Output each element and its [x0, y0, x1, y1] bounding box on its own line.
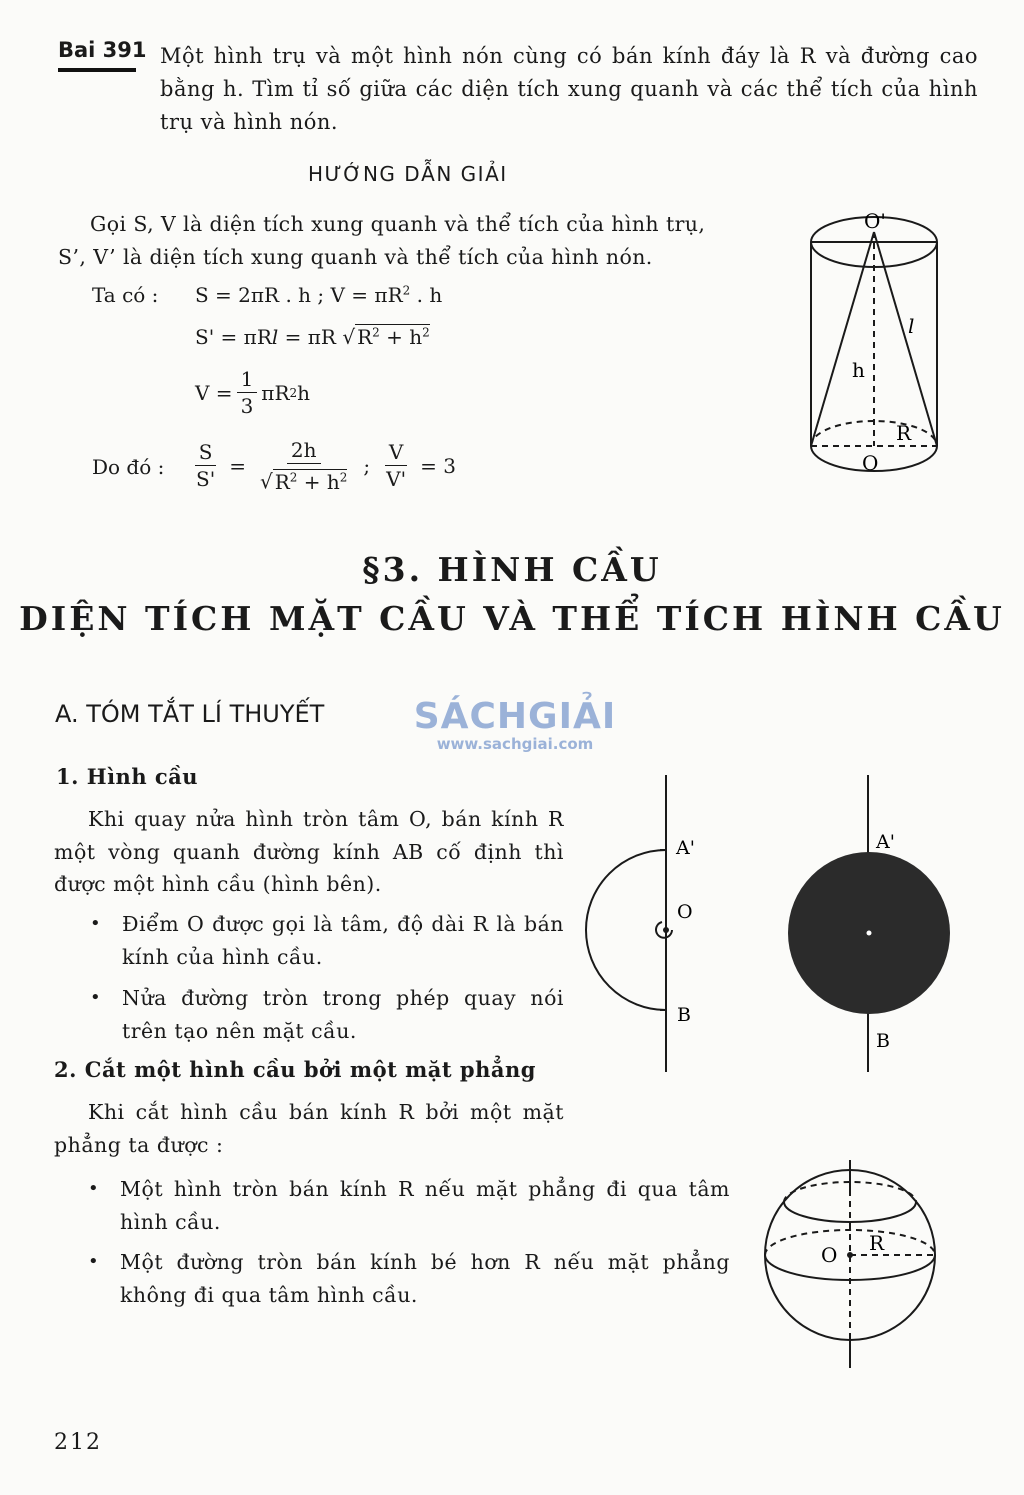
- formula-s-prime: S' = πRl = πR √ $R^2 + h^2$: [195, 325, 430, 349]
- solution-intro: [58, 208, 773, 274]
- watermark: [410, 696, 620, 753]
- cylinder-cone-figure: [800, 190, 950, 490]
- section-title: [0, 545, 1024, 643]
- section-label-o: O: [821, 1243, 838, 1267]
- problem-number: Bai 391: [58, 38, 147, 62]
- bullet-surface-text: Nửa đường tròn trong phép quay nói trên tạo nên mặt cầu.: [122, 986, 564, 1043]
- subheading-sphere: 1. Hình cầu: [56, 764, 199, 789]
- bullet-small-circle: [88, 1246, 730, 1311]
- bullet-dot: •: [90, 987, 102, 1008]
- sphere-section-figure: [755, 1160, 945, 1375]
- bullet-surface: [90, 982, 564, 1047]
- section-title-line2: DIỆN TÍCH MẶT CẦU VÀ THỂ TÍCH HÌNH CẦU: [19, 599, 1005, 638]
- problem-statement: Một hình trụ và một hình nón cùng có bán kính đáy là R và đường cao bằng h. Tìm tỉ số giữa các diện tích xung quanh và các thể tích của hình trụ và hình nón.: [160, 44, 978, 134]
- bullet-center-text: Điểm O được gọi là tâm, độ dài R là bán kính của hình cầu.: [122, 912, 564, 969]
- sphere-label-a: A': [676, 837, 695, 859]
- sphere2-label-a: A': [876, 831, 895, 853]
- section-title-line1: §3. HÌNH CẦU: [362, 550, 662, 589]
- bullet-dot: •: [88, 1251, 100, 1272]
- do-do-label: Do đó :: [92, 455, 165, 479]
- part-a-title: A. TÓM TẮT LÍ THUYẾT: [55, 700, 325, 728]
- cylinder-label-r: R: [896, 421, 912, 445]
- cylinder-label-top: O': [864, 209, 886, 233]
- sphere2-label-b: B: [876, 1030, 890, 1052]
- cylinder-label-h: h: [852, 358, 865, 382]
- sphere-label-o: O: [677, 901, 693, 923]
- bullet-great-circle: [88, 1173, 730, 1238]
- cylinder-label-bottom: O: [862, 451, 879, 475]
- bullet-great-circle-text: Một hình tròn bán kính R nếu mặt phẳng đi qua tâm hình cầu.: [120, 1177, 730, 1234]
- subheading-sphere-section: 2. Cắt một hình cầu bởi một mặt phẳng: [54, 1057, 536, 1082]
- sphere-label-b: B: [677, 1004, 691, 1026]
- bullet-dot: •: [88, 1178, 100, 1199]
- formula-v-prime: V = $\frac{1}{3}$ πR 2 h: [195, 367, 311, 418]
- paragraph-section: Khi cắt hình cầu bán kính R bởi một mặt phẳng ta được :: [54, 1100, 564, 1157]
- bullet-dot: •: [90, 913, 102, 934]
- solution-heading: HƯỚNG DẪN GIẢI: [308, 162, 508, 186]
- watermark-logo: SÁCHGIẢI: [413, 696, 617, 737]
- page-number: 212: [54, 1430, 102, 1455]
- bullet-small-circle-text: Một đường tròn bán kính bé hơn R nếu mặt phẳng không đi qua tâm hình cầu.: [120, 1250, 730, 1307]
- watermark-url: www.sachgiai.com: [436, 735, 594, 753]
- formula-s-v: S = 2πR . h ; $V = \pi R^2$ . h: [195, 283, 443, 307]
- ta-co-label: Ta có :: [92, 283, 159, 307]
- solution-intro-line1: Gọi S, V là diện tích xung quanh và thể tích của hình trụ,: [90, 212, 706, 236]
- bullet-center: [90, 908, 564, 973]
- formula-ratios: $\frac{S}{S'}$ = $\frac{2h}{√ R^2 + h^2}$ ; $\frac{V}{V'}$ = 3: [196, 438, 456, 494]
- section-label-r: R: [869, 1231, 885, 1255]
- solution-intro-line2: S’, V’ là diện tích xung quanh và thể tích của hình nón.: [58, 245, 653, 269]
- problem-number-underline: [58, 68, 136, 72]
- cylinder-label-l: l: [908, 314, 915, 338]
- paragraph-sphere-def: Khi quay nửa hình tròn tâm O, bán kính R một vòng quanh đường kính AB cố định thì được một hình cầu (hình bên).: [54, 807, 564, 896]
- sphere-rotation-figure: [580, 770, 970, 1080]
